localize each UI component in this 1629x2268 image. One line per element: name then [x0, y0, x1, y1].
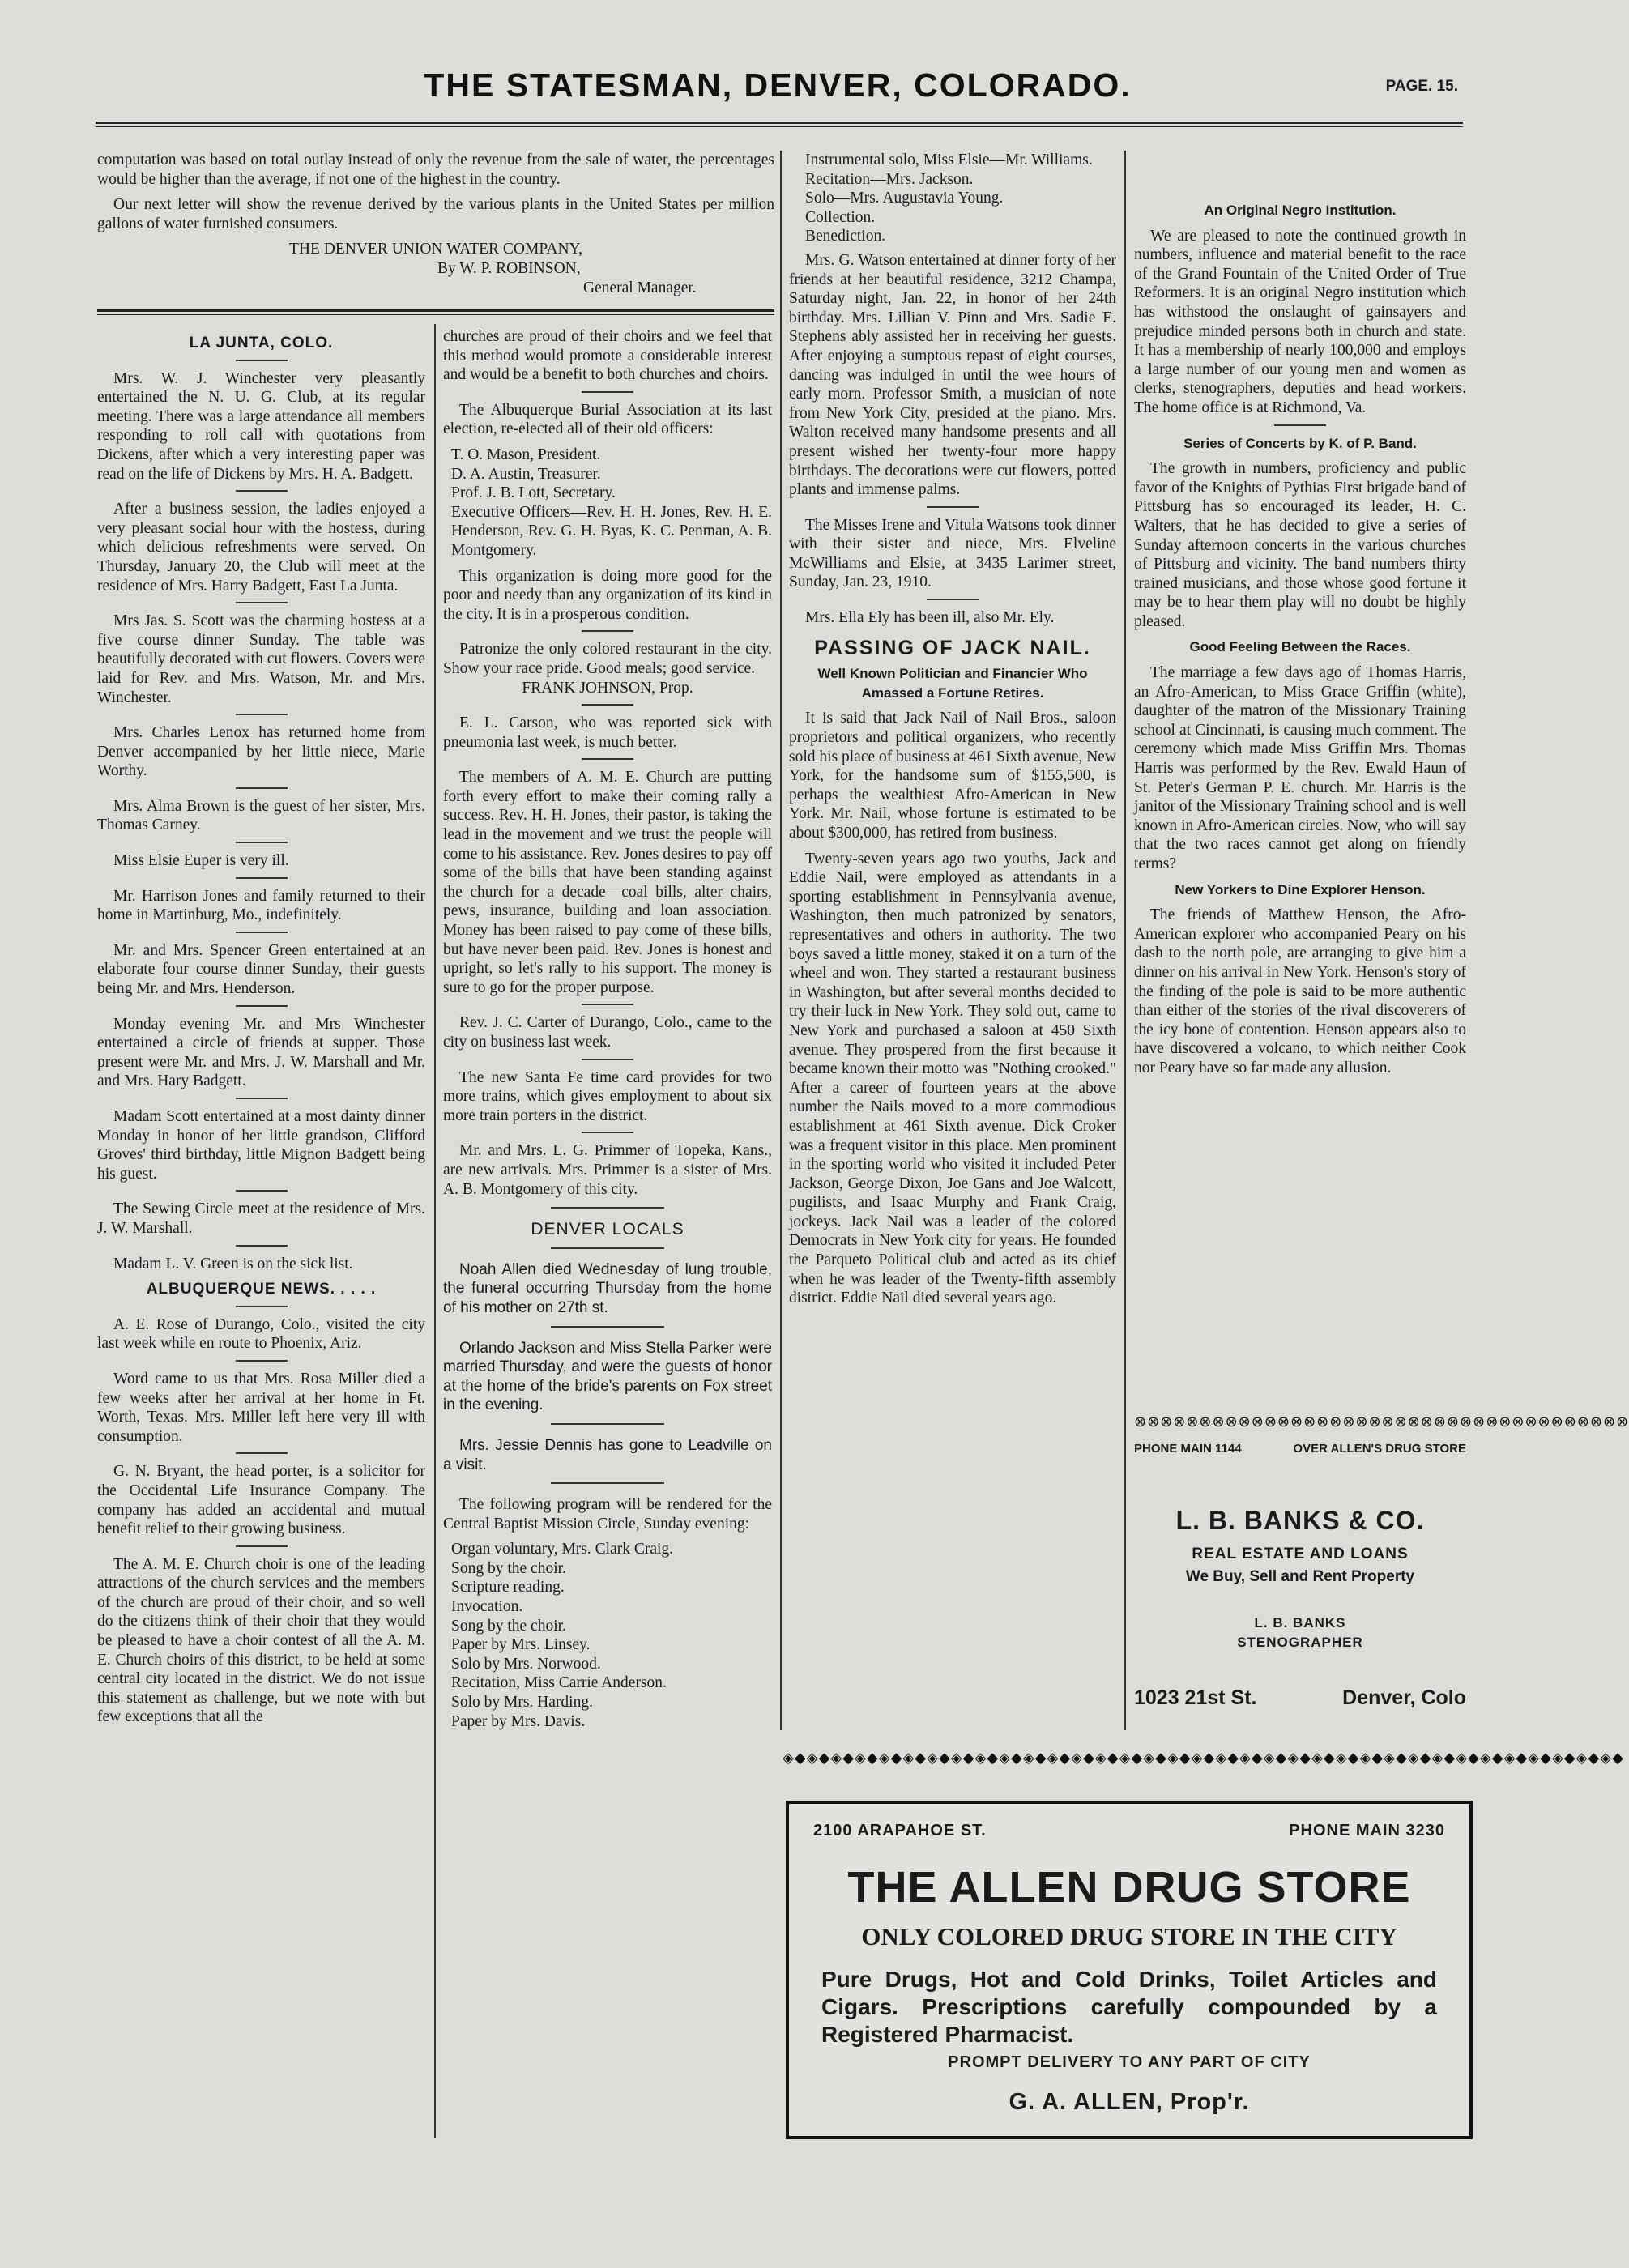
program-item: Benediction. [805, 228, 886, 245]
program-item: Invocation. [451, 1598, 523, 1616]
divider [236, 842, 288, 843]
address-text: 1023 21st St. [1134, 1686, 1257, 1709]
column-4 [1134, 194, 1466, 1085]
news-item: The marriage a few days ago of Thomas Harris, an Afro-American, to Miss Grace Griffin (white), daughter of the matron of the Missionary Training school at Cincinnati, is causing much comment. The ceremony which made Miss Griffin Mrs. Thomas Harris was performed by the Rev. Ewald Haun of St. Peter's German P. E. church. Mr. Harris is the janitor of the Missionary Training school and is well known in Afro-American circles. Now, who will say that the two races cannot get along on friendly terms? [1134, 664, 1466, 872]
officer: T. O. Mason, President. [451, 446, 601, 463]
drug-delivery: PROMPT DELIVERY TO ANY PART OF CITY [948, 2053, 1311, 2071]
top-article-rule [97, 309, 774, 312]
news-item: Mrs. Ella Ely has been ill, also Mr. Ely. [805, 609, 1055, 627]
news-item: Word came to us that Mrs. Rosa Miller died a few weeks after her arrival at her home in Ft. Worth, Texas. Mrs. Miller left here very ill with consumption. [97, 1370, 425, 1445]
news-item: Noah Allen died Wednesday of lung trouble, the funeral occurring Thursday from the home of his mother on 27th st. [443, 1260, 772, 1316]
location-text: OVER ALLEN'S DRUG STORE [1293, 1442, 1466, 1456]
paragraph: computation was based on total outlay instead of only the revenue from the sale of water, the percentages would be higher than the average, if not one of the highest in the country. [97, 151, 774, 188]
drug-address: 2100 ARAPAHOE ST. [813, 1822, 987, 1840]
program-item: Song by the choir. [451, 1617, 566, 1635]
divider [236, 1545, 288, 1547]
news-item: The Albuquerque Burial Association at its last election, re-elected all of their old officers: [443, 401, 772, 438]
subheading: Well Known Politician and Financier Who Amassed a Fortune Retires. [817, 666, 1088, 701]
divider [582, 1132, 633, 1133]
officer-list [451, 446, 772, 561]
divider [236, 1190, 288, 1192]
column-divider [434, 324, 436, 2138]
drug-phone: PHONE MAIN 3230 [1289, 1822, 1445, 1840]
ad-line: REAL ESTATE AND LOANS [1192, 1545, 1409, 1562]
banks-ad [1134, 1442, 1466, 1758]
officer: Executive Officers—Rev. H. H. Jones, Rev. H. E. Henderson, Rev. G. H. Byas, K. C. Penman, A. B. Montgomery. [451, 503, 772, 559]
news-item: Mrs Jas. S. Scott was the charming hostess at a five course dinner Sunday. The table was beautifully decorated with cut flowers. Covers were laid for Rev. and Mrs. Watson, Mr. and Mrs. Winchester. [97, 612, 425, 706]
program-item: Paper by Mrs. Linsey. [451, 1636, 591, 1654]
column-3 [789, 151, 1116, 1315]
news-item: Mr. Harrison Jones and family returned to their home in Martinburg, Mo., indefinitely. [97, 887, 425, 924]
drug-tagline: ONLY COLORED DRUG STORE IN THE CITY [861, 1922, 1397, 1950]
divider [927, 506, 979, 508]
divider [551, 1482, 664, 1484]
divider [1274, 424, 1326, 426]
divider [582, 630, 633, 632]
header-rule-thin [96, 126, 1463, 127]
section-heading: Series of Concerts by K. of P. Band. [1183, 435, 1417, 451]
divider [551, 1326, 664, 1328]
byline: By W. P. ROBINSON, [437, 259, 581, 277]
divider [236, 1452, 288, 1454]
news-item: The Sewing Circle meet at the residence of Mrs. J. W. Marshall. [97, 1200, 425, 1237]
header-rule [96, 122, 1463, 124]
divider [236, 1360, 288, 1362]
program-item: Solo—Mrs. Augustavia Young. [805, 190, 1004, 207]
masthead: THE STATESMAN, DENVER, COLORADO. [424, 66, 1132, 104]
section-heading: An Original Negro Institution. [1204, 202, 1397, 218]
news-item: Monday evening Mr. and Mrs Winchester entertained a circle of friends at supper. Those present were Mr. and Mrs. J. W. Marshall and Mr. and Mrs. Hary Badgett. [97, 1015, 425, 1090]
news-item: Mrs. Charles Lenox has returned home from Denver accompanied by her little niece, Marie Worthy. [97, 724, 425, 780]
news-item: Mrs. Alma Brown is the guest of her sister, Mrs. Thomas Carney. [97, 797, 425, 834]
page-header [97, 62, 1458, 115]
program-continued [805, 151, 1116, 246]
news-item: G. N. Bryant, the head porter, is a solicitor for the Occidental Life Insurance Company. The company has added an accidental and mutual benefit relief to their growing business. [97, 1463, 425, 1538]
divider [582, 1004, 633, 1005]
news-item: The new Santa Fe time card provides for two more trains, which gives employment to about six more train porters in the district. [443, 1068, 772, 1124]
person-name: L. B. BANKS [1254, 1615, 1346, 1631]
program-item: Song by the choir. [451, 1559, 566, 1577]
section-heading: LA JUNTA, COLO. [189, 335, 334, 352]
news-item: The friends of Matthew Henson, the Afro-American explorer who accompanied Peary on his dash to the north pole, are arranging to give him a dinner on his arrival in New York. Henson's story of the finding of the pole is said to be more authentic than either of the stories of the rival discoverers of the icy bone of contention. Henson appears also to have discovered a volcano, to which neither Cook nor Peary have so far made any allusion. [1134, 906, 1466, 1076]
divider [236, 877, 288, 879]
program-item: Solo by Mrs. Harding. [451, 1694, 593, 1712]
page-number: PAGE. 15. [1385, 78, 1458, 95]
program-item: Instrumental solo, Miss Elsie—Mr. Williams. [805, 151, 1093, 168]
program-item: Scripture reading. [451, 1579, 565, 1597]
news-item: Miss Elsie Euper is very ill. [113, 852, 289, 870]
news-item: E. L. Carson, who was reported sick with pneumonia last week, is much better. [443, 714, 772, 751]
news-item: Madam Scott entertained at a most dainty dinner Monday in honor of her little grandson, Clifford Groves' third birthday, little Mignon Badgett being his guest. [97, 1108, 425, 1183]
banks-ad-bottom [1134, 1686, 1466, 1710]
company-name: THE DENVER UNION WATER COMPANY, [288, 241, 583, 258]
divider [236, 714, 288, 715]
ad-line: We Buy, Sell and Rent Property [1185, 1568, 1415, 1585]
news-item: Madam L. V. Green is on the sick list. [113, 1255, 353, 1273]
column-divider [1124, 151, 1126, 1730]
section-heading: PASSING OF JACK NAIL. [814, 636, 1091, 659]
news-item: This organization is doing more good for the poor and needy than any organization of its kind in the city. It is in a prosperous condition. [443, 567, 772, 623]
section-heading: Good Feeling Between the Races. [1189, 639, 1411, 655]
program-item: Collection. [805, 208, 876, 226]
program-item: Paper by Mrs. Davis. [451, 1712, 586, 1730]
divider [551, 1423, 664, 1425]
phone-text: PHONE MAIN 1144 [1134, 1442, 1242, 1456]
ornamental-border: ◈◆◈◆◈◆◈◆◈◆◈◆◈◆◈◆◈◆◈◆◈◆◈◆◈◆◈◆◈◆◈◆◈◆◈◆◈◆◈◆◈◆◈◆◈◆◈◆◈◆◈◆◈◆◈◆◈◆◈◆◈◆◈◆◈◆◈◆◈◆ [783, 1750, 1624, 1767]
divider [582, 758, 633, 760]
divider [551, 1247, 664, 1249]
column-2 [443, 327, 772, 1731]
news-item: Mrs. G. Watson entertained at dinner forty of her friends at her beautiful residence, 3212 Champa, Saturday night, Jan. 22, in honor of her 24th birthday. Mrs. Lillian V. Pinn and Mrs. Sadie E. Stephens ably assisted her in receiving her guests. After enjoying a sumptous repast of eight courses, dancing was indulged in until the wee hours of early morn. Professor Smith, a musician of note from New York City, presided at the piano. Mrs. Walton received many handsome presents and all present wished her twenty-four more happy birthdays. The decorations were cut flowers, potted plants and immense palms. [789, 251, 1116, 499]
news-item: We are pleased to note the continued growth in numbers, influence and material benefit to the race of the Grand Fountain of the United Order of True Reformers. It is an original Negro institution which has withstood the onslaught of gainsayers and prejudice minded persons both in church and state. It has a membership of nearly 100,000 and employs a large number of our young men and women as clerks, stenographers, deputies and head workers. The home office is at Richmond, Va. [1134, 227, 1466, 416]
divider [236, 490, 288, 492]
news-item: Patronize the only colored restaurant in the city. Show your race pride. Good meals; good service. [443, 641, 772, 677]
paragraph: Our next letter will show the revenue derived by the various plants in the United States per million gallons of water furnished consumers. [97, 196, 774, 232]
news-item: Mrs. W. J. Winchester very pleasantly entertained the N. U. G. Club, at its regular meeting. There was a large attendance all members responding to roll call with quotations from Dickens, after which a very interesting paper was read on the life of Dickens by Mrs. H. A. Badgett. [97, 369, 425, 483]
column-divider [780, 151, 782, 1730]
news-item: Mr. and Mrs. L. G. Primmer of Topeka, Kans., are new arrivals. Mrs. Primmer is a sister of Mrs. A. B. Montgomery of this city. [443, 1142, 772, 1198]
divider [582, 704, 633, 706]
news-item: churches are proud of their choirs and we feel that this method would promote a considerable interest and would be a benefit to both churches and choirs. [443, 328, 772, 384]
news-item: The Misses Irene and Vitula Watsons took dinner with their sister and niece, Mrs. Elveline McWilliams and Elsie, at 3435 Larimer street, Sunday, Jan. 23, 1910. [789, 516, 1116, 591]
section-heading: DENVER LOCALS [531, 1220, 684, 1239]
news-item: Twenty-seven years ago two youths, Jack and Eddie Nail, were employed as attendants in a sporting establishment in Pennsylvania avenue, Washington, then much patronized by senators, representatives and others in authority. The two boys saved a little money, staked it on a turn of the wheel and won. They started a restaurant business in Washington, but after several months decided to try their luck in New York. They sold out, came to New York and purchased a saloon at 450 Sixth avenue. They prospered from the first because it became known their motto was "Nothing crooked." After a career of fourteen years at the above number the Nails moved to a more commodious establishment at 461 Sixth avenue. Dick Croker was a frequent visitor in this place. Men prominent in the sporting world who visited it included Peter Jackson, George Dixon, Joe Gans and Joe Walcott, pugilists, and Isaac Murphy and Frank Craig, jockeys. Jack Nail was a leader of the colored Democrats in New York city for years. He founded the Parqueto Political club and acted as its chief when he was leader of the Twenty-fifth assembly district. Eddie Nail died several years ago. [789, 850, 1116, 1307]
divider [236, 1098, 288, 1099]
program-item: Solo by Mrs. Norwood. [451, 1655, 601, 1673]
officer: D. A. Austin, Treasurer. [451, 465, 601, 483]
divider [236, 1005, 288, 1007]
program-item: Organ voluntary, Mrs. Clark Craig. [451, 1541, 674, 1558]
program-item: Recitation, Miss Carrie Anderson. [451, 1674, 667, 1692]
drug-owner: G. A. ALLEN, Prop'r. [1009, 2089, 1250, 2115]
news-item: Mr. and Mrs. Spencer Green entertained at an elaborate four course dinner Sunday, their guests being Mr. and Mrs. Henderson. [97, 941, 425, 998]
divider [236, 1245, 288, 1247]
divider [236, 602, 288, 603]
top-article-rule-thin [97, 314, 774, 315]
top-article [97, 151, 774, 297]
divider [236, 932, 288, 933]
person-role: STENOGRAPHER [1237, 1635, 1363, 1650]
officer: Prof. J. B. Lott, Secretary. [451, 484, 616, 502]
city-text: Denver, Colo [1342, 1686, 1466, 1709]
signature: FRANK JOHNSON, Prop. [522, 679, 693, 697]
divider [582, 1059, 633, 1060]
divider [927, 599, 979, 600]
news-item: The A. M. E. Church choir is one of the leading attractions of the church services and the members of the church are proud of their choir, and so well do the citizens think of their choir that they would be pleased to have a choir contest of all the A. M. E. Church choirs of this district, to be held at some central city located in the district. We do not issue this statement as challenge, but we note with but few exceptions that all the [97, 1555, 425, 1726]
banks-ad-top [1134, 1442, 1466, 1456]
program-item: Recitation—Mrs. Jackson. [805, 170, 974, 188]
news-item: The following program will be rendered for the Central Baptist Mission Circle, Sunday evening: [443, 1496, 772, 1533]
divider [236, 360, 288, 361]
column-1 [97, 327, 425, 1733]
section-heading: New Yorkers to Dine Explorer Henson. [1175, 881, 1426, 897]
news-item: It is said that Jack Nail of Nail Bros., saloon proprietors and political organizers, who recently sold his place of business at 461 Sixth avenue, New York, for the handsome sum of $155,500, is perhaps the wealthiest Afro-American in New York. Mr. Nail, whose fortune is estimated to be about $300,000, has retired from business. [789, 710, 1117, 842]
news-item: Mrs. Jessie Dennis has gone to Leadville on a visit. [443, 1436, 772, 1473]
divider [236, 1306, 288, 1307]
byline-title: General Manager. [583, 279, 697, 296]
news-item: Orlando Jackson and Miss Stella Parker were married Thursday, and were the guests of honor at the home of the bride's parents on Fox street in the evening. [443, 1339, 772, 1414]
program-list [451, 1540, 772, 1731]
ornamental-border: ⊗⊗⊗⊗⊗⊗⊗⊗⊗⊗⊗⊗⊗⊗⊗⊗⊗⊗⊗⊗⊗⊗⊗⊗⊗⊗⊗⊗⊗⊗⊗⊗⊗⊗⊗⊗⊗⊗ [1134, 1413, 1629, 1430]
divider [236, 787, 288, 789]
news-item: After a business session, the ladies enjoyed a very pleasant social hour with the hostess, during which delicious refreshments were served. On Thursday, January 20, the Club will meet at the residence of Mrs. Harry Badgett, East La Junta. [97, 501, 425, 595]
news-item: Rev. J. C. Carter of Durango, Colo., came to the city on business last week. [443, 1014, 772, 1051]
section-heading: ALBUQUERQUE NEWS. . . . . [146, 1281, 377, 1298]
news-item: The members of A. M. E. Church are putting forth every effort to make their coming rally a success. Rev. H. H. Jones, their pastor, is taking the lead in the movement and we trust the people will come to his assistance. Rev. Jones desires to pay off some of the bills that have been standing against the church for a decade—coal bills, alter chairs, pews, insurance, building and loan association. Money has been raised to pay come of these bills, but have never been paid. Rev. Jones is honest and upright, so let's rally to his support. The money is sure to go for the proper purpose. [443, 769, 772, 996]
divider [582, 391, 633, 393]
divider [551, 1207, 664, 1209]
drug-description: Pure Drugs, Hot and Cold Drinks, Toilet Articles and Cigars. Prescriptions carefully compounded by a Registered Pharmacist. [821, 1967, 1437, 2047]
drug-store-name: THE ALLEN DRUG STORE [847, 1863, 1411, 1912]
drug-store-ad [786, 1801, 1473, 2139]
news-item: The growth in numbers, proficiency and public favor of the Knights of Pythias First brigade band of Pittsburg has so encouraged its leader, H. C. Walters, that he has decided to give a series of Sunday afternoon concerts in the various churches of Pittsburg and vicinity. The band numbers thirty trained musicians, and those whose good fortune it may be to hear them play will no doubt be highly pleased. [1134, 460, 1466, 630]
company-name: L. B. BANKS & CO. [1175, 1506, 1425, 1535]
news-item: A. E. Rose of Durango, Colo., visited the city last week while en route to Phoenix, Ariz. [97, 1315, 425, 1353]
